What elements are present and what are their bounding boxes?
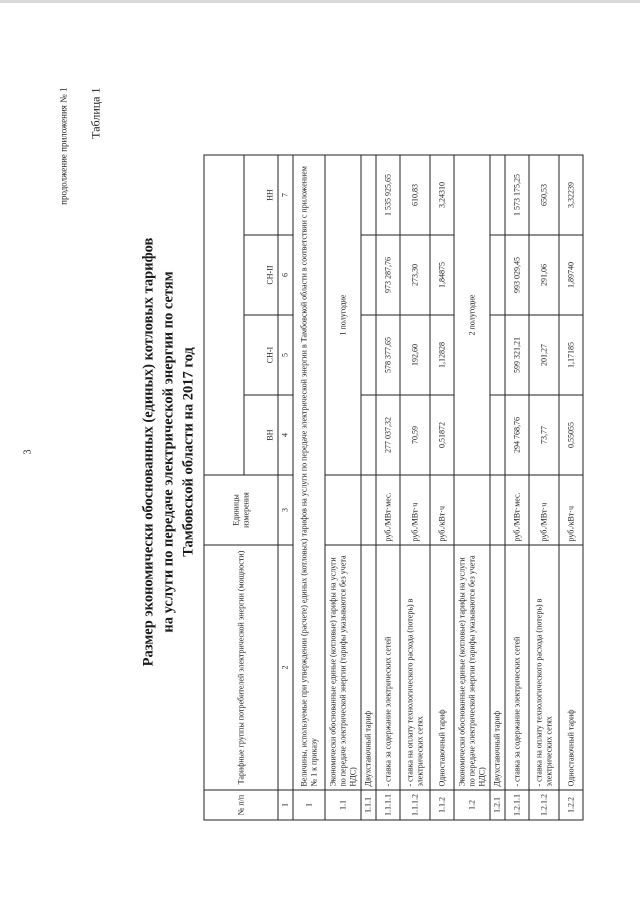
table-row	[559, 155, 583, 820]
row-no: 1.2.1	[490, 790, 505, 820]
row-unit: руб./кВт·ч	[559, 475, 583, 545]
row-name: - ставка за содержание электрических сетей	[505, 545, 529, 790]
value-sn2: 993 029,45	[505, 235, 529, 315]
value-nn: 610,83	[400, 155, 430, 235]
row-name: Двухставочный тариф	[361, 545, 376, 790]
table-row	[430, 155, 454, 820]
row-unit: руб./МВт·ч	[529, 475, 559, 545]
row-no: 1	[293, 790, 325, 820]
value-cell	[361, 315, 376, 395]
value-sn2: 273,30	[400, 235, 430, 315]
table-row	[293, 155, 325, 820]
value-cell	[490, 235, 505, 315]
index-cell: 1	[278, 790, 293, 820]
title-line: Тамбовской области на 2017 год	[180, 347, 196, 557]
header-sn1: СН-I	[244, 315, 278, 395]
row-name: - ставка за содержание электрических сетей	[376, 545, 400, 790]
value-nn: 1 535 925,65	[376, 155, 400, 235]
table-row	[505, 155, 529, 820]
index-cell: 6	[278, 235, 293, 315]
value-nn: 3,32239	[559, 155, 583, 235]
row-no: 1.1.1.2	[400, 790, 430, 820]
row-name: Экономически обоснованные единые (котловые) тарифы на услуги по передаче электрической энергии (тарифы указываются без учета НДС)	[454, 545, 490, 790]
header-sn2: СН-II	[244, 235, 278, 315]
document-title	[138, 0, 198, 905]
value-nn: 650,53	[529, 155, 559, 235]
table-row	[529, 155, 559, 820]
row-unit	[490, 475, 505, 545]
value-sn2: 973 287,76	[376, 235, 400, 315]
index-row	[278, 155, 293, 820]
row-no: 1.1.1.1	[376, 790, 400, 820]
index-cell: 7	[278, 155, 293, 235]
index-cell: 5	[278, 315, 293, 395]
row-name: Величины, используемые при утверждении (расчете) единых (котловых) тарифов на услуги по передаче электрической энергии в Тамбовской области в соответствии с приложением № 1 к приказу	[293, 155, 325, 790]
header-row	[204, 155, 244, 820]
value-sn1: 599 321,21	[505, 315, 529, 395]
header-group: Тарифные группы потребителей электрической энергии (мощности)	[204, 545, 278, 790]
value-vn: 0,55055	[559, 395, 583, 475]
row-name: Двухставочный тариф	[490, 545, 505, 790]
value-vn: 294 768,76	[505, 395, 529, 475]
value-cell	[361, 395, 376, 475]
row-unit	[325, 475, 361, 545]
table-row	[490, 155, 505, 820]
value-cell	[490, 315, 505, 395]
value-vn: 70,59	[400, 395, 430, 475]
section-row	[325, 155, 361, 820]
header-nn: НН	[244, 155, 278, 235]
value-sn2: 1,84875	[430, 235, 454, 315]
row-unit	[361, 475, 376, 545]
value-sn1: 578 377,65	[376, 315, 400, 395]
row-name: - ставка на оплату технологического расхода (потерь) в электрических сетях	[400, 545, 430, 790]
value-cell	[361, 155, 376, 235]
header-unit: Единицы измерения	[204, 475, 278, 545]
tariff-table	[203, 155, 583, 821]
value-vn: 277 037,32	[376, 395, 400, 475]
title-line: на услуги по передаче электрической энергии по сетям	[160, 271, 176, 633]
value-cell	[490, 395, 505, 475]
table-row	[376, 155, 400, 820]
row-name: Одноставочный тариф	[559, 545, 583, 790]
row-unit	[454, 475, 490, 545]
row-name: Экономически обоснованные единые (котловые) тарифы на услуги по передаче электрической энергии (тарифы указываются без учета НДС)	[325, 545, 361, 790]
header-no: № п/п	[204, 790, 278, 820]
value-sn2: 291,06	[529, 235, 559, 315]
header-voltage-blank	[204, 155, 244, 475]
row-name: - ставка на оплату технологического расхода (потерь) в электрических сетях	[529, 545, 559, 790]
value-vn: 0,51872	[430, 395, 454, 475]
value-sn2: 1,89740	[559, 235, 583, 315]
row-no: 1.1	[325, 790, 361, 820]
row-no: 1.2.1.2	[529, 790, 559, 820]
row-unit: руб./МВт·ч	[400, 475, 430, 545]
title-line: Размер экономически обоснованных (единых) котловых тарифов	[140, 237, 156, 667]
value-sn1: 1,17185	[559, 315, 583, 395]
row-unit: руб./МВт·мес.	[376, 475, 400, 545]
index-cell: 2	[278, 545, 293, 790]
row-unit: руб./кВт·ч	[430, 475, 454, 545]
header-vn: ВН	[244, 395, 278, 475]
index-cell: 4	[278, 395, 293, 475]
table-row	[400, 155, 430, 820]
row-no: 1.2.1.1	[505, 790, 529, 820]
section-row	[454, 155, 490, 820]
value-sn1: 1,12828	[430, 315, 454, 395]
row-no: 1.1.2	[430, 790, 454, 820]
period-label: 2 полугодие	[454, 155, 490, 475]
page-number: 3	[22, 449, 33, 455]
value-sn1: 201,27	[529, 315, 559, 395]
row-name: Одноставочный тариф	[430, 545, 454, 790]
value-nn: 1 573 175,25	[505, 155, 529, 235]
continuation-note: продолжение приложения № 1	[58, 87, 68, 205]
value-vn: 73,77	[529, 395, 559, 475]
value-cell	[361, 235, 376, 315]
table-row	[361, 155, 376, 820]
row-no: 1.2.2	[559, 790, 583, 820]
index-cell: 3	[278, 475, 293, 545]
row-unit: руб./МВт·мес.	[505, 475, 529, 545]
row-no: 1.2	[454, 790, 490, 820]
period-label: 1 полугодие	[325, 155, 361, 475]
value-cell	[490, 155, 505, 235]
row-no: 1.1.1	[361, 790, 376, 820]
table-label: Таблица 1	[88, 87, 102, 139]
value-sn1: 192,60	[400, 315, 430, 395]
value-nn: 3,24310	[430, 155, 454, 235]
